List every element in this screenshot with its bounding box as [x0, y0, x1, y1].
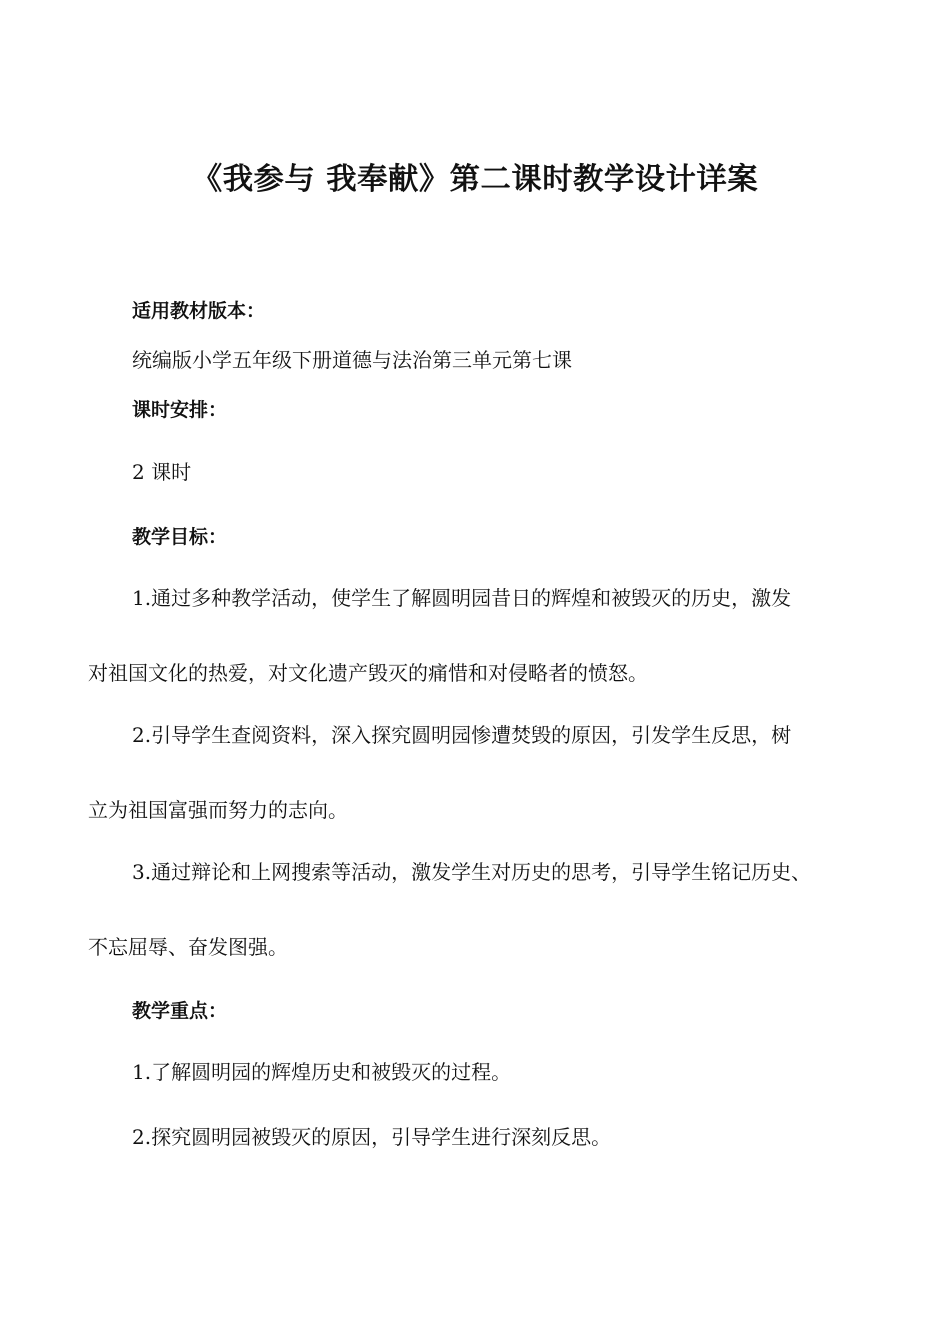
objective-2-line-2: 立为祖国富强而努力的志向。: [88, 798, 348, 822]
objective-3-line-1: 3.通过辩论和上网搜索等活动，激发学生对历史的思考，引导学生铭记历史、: [132, 860, 812, 884]
key-point-2: 2.探究圆明园被毁灭的原因，引导学生进行深刻反思。: [132, 1125, 612, 1149]
objective-2-line-1: 2.引导学生查阅资料，深入探究圆明园惨遭焚毁的原因，引发学生反思，树: [132, 723, 792, 747]
key-point-1: 1.了解圆明园的辉煌历史和被毁灭的过程。: [132, 1060, 512, 1084]
objectives-heading: 教学目标：: [132, 526, 228, 548]
document-title: 《我参与 我奉献》第二课时教学设计详案: [191, 162, 759, 197]
objective-3-line-2: 不忘屈辱、奋发图强。: [88, 935, 288, 959]
objective-1-line-2: 对祖国文化的热爱，对文化遗产毁灭的痛惜和对侵略者的愤怒。: [88, 661, 648, 685]
textbook-heading: 适用教材版本：: [132, 300, 266, 322]
objective-1-line-1: 1.通过多种教学活动，使学生了解圆明园昔日的辉煌和被毁灭的历史，激发: [132, 586, 792, 610]
schedule-heading: 课时安排：: [132, 399, 228, 421]
key-points-heading: 教学重点：: [132, 1000, 228, 1022]
textbook-content: 统编版小学五年级下册道德与法治第三单元第七课: [132, 348, 572, 372]
schedule-content: 2 课时: [132, 460, 192, 484]
